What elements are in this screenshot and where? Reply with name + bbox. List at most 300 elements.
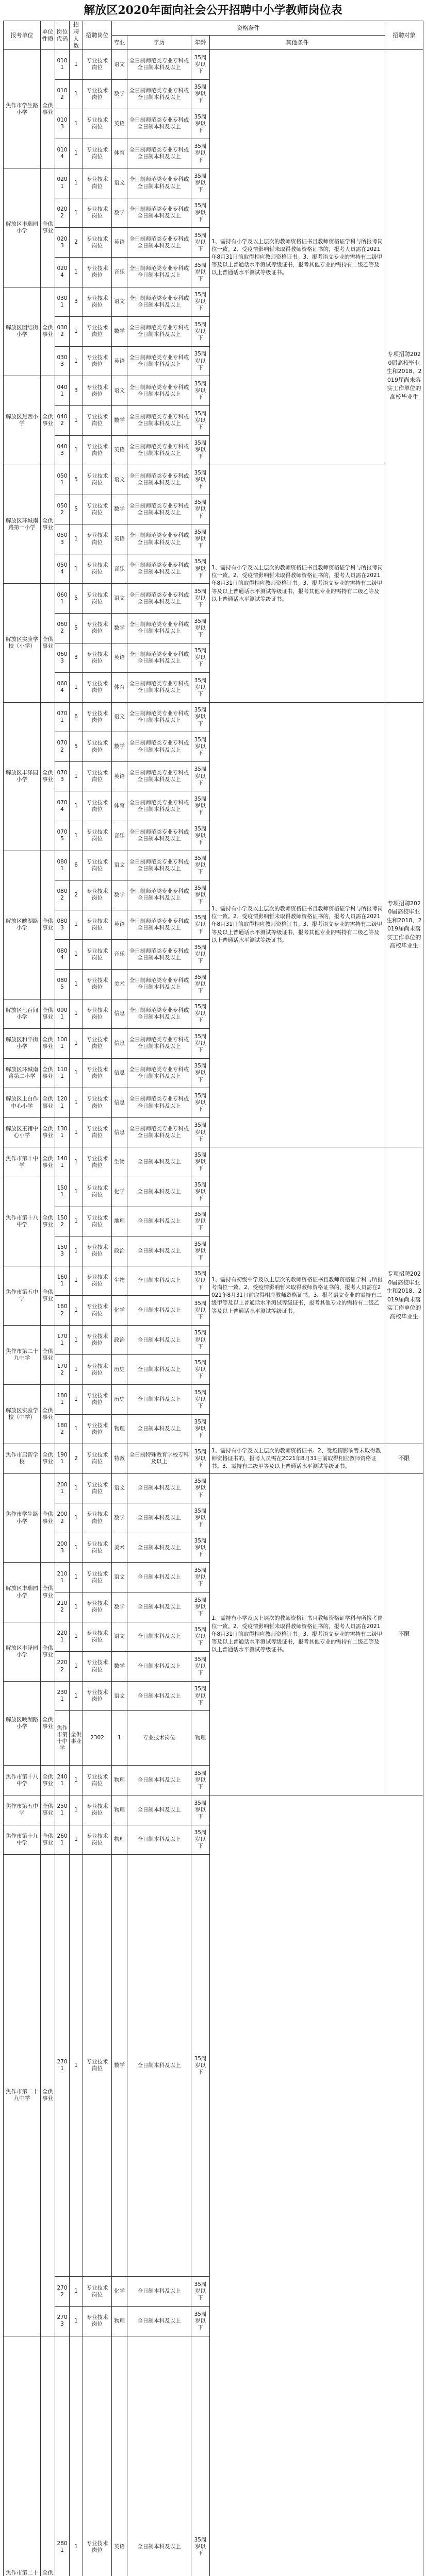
post-type: 专业技术岗位 [83,2336,112,2576]
age: 35周岁以下 [191,2306,210,2336]
post-type: 专业技术岗位 [83,376,112,406]
post-code: 0103 [55,109,70,139]
post-type: 专业技术岗位 [83,435,112,465]
unit-type: 全供事业 [41,584,55,702]
hire-count: 1 [70,109,83,139]
major: 音乐 [112,821,127,851]
age: 35周岁以下 [191,1533,210,1563]
hire-count: 1 [70,1355,83,1385]
major: 体育 [112,673,127,703]
education: 全日制师范类专业专科或全日制本科及以上 [127,613,191,643]
hire-count: 1 [70,1325,83,1355]
post-type: 专业技术岗位 [83,1266,112,1296]
hire-count: 1 [70,1117,83,1147]
unit-name: 解放区环城南路第一小学 [4,465,41,584]
unit-name: 解放区丰泽园小学 [4,702,41,851]
age: 35周岁以下 [191,554,210,584]
post-type: 专业技术岗位 [83,1385,112,1415]
header-post: 招聘岗位 [83,21,112,50]
unit-type: 全供事业 [41,1266,55,1325]
hire-count: 1 [70,1592,83,1622]
post-type: 专业技术岗位 [83,554,112,584]
post-type: 专业技术岗位 [83,1325,112,1355]
hire-count: 1 [70,1296,83,1326]
post-code: 0604 [55,673,70,703]
education: 全日制本科及以上 [127,1795,191,1825]
major: 语文 [112,1473,127,1503]
major: 美术 [112,1533,127,1563]
education: 全日制师范类专业专科或全日制本科及以上 [127,969,191,999]
post-code: 2401 [55,1766,70,1795]
major: 英语 [112,643,127,673]
education: 全日制师范类专业专科或全日制本科及以上 [127,791,191,821]
unit-name: 解放区焦西小学 [4,376,41,465]
post-code: 0303 [55,346,70,376]
age: 35周岁以下 [191,1444,210,1474]
post-type: 专业技术岗位 [83,732,112,762]
post-type: 专业技术岗位 [83,1563,112,1592]
post-code: 0204 [55,258,70,287]
post-code: 0704 [55,791,70,821]
hire-count: 5 [70,465,83,495]
age: 35周岁以下 [191,2336,210,2576]
education: 全日制师范类专业专科或全日制本科及以上 [127,584,191,614]
unit-type: 全供事业 [41,1766,55,1795]
major: 数学 [112,613,127,643]
hire-count: 1 [70,1473,83,1503]
hire-count: 1 [70,1266,83,1296]
post-type: 专业技术岗位 [83,465,112,495]
hire-count: 1 [70,940,83,970]
age: 35周岁以下 [191,1473,210,1503]
header-requirements: 资格条件 [112,21,385,36]
header-unit: 报考单位 [4,21,41,50]
post-type: 专业技术岗位 [83,287,112,317]
age: 35周岁以下 [191,1414,210,1444]
major: 语文 [112,1563,127,1592]
unit-name: 焦作市第五中学 [4,1266,41,1325]
age: 35周岁以下 [191,821,210,851]
education: 全日制本科及以上 [127,1622,191,1652]
post-type: 专业技术岗位 [83,2306,112,2336]
hire-count: 1 [70,1652,83,1682]
post-type: 专业技术岗位 [83,1117,112,1147]
hire-count: 1 [70,346,83,376]
hire-count: 1 [70,821,83,851]
hire-count: 1 [70,910,83,940]
education: 全日制本科及以上 [127,1652,191,1682]
post-type: 专业技术岗位 [83,1592,112,1622]
post-code: 1401 [55,1147,70,1177]
post-code: 1602 [55,1296,70,1326]
post-code: 2501 [55,1795,70,1825]
table-row [4,1825,423,1855]
age: 35周岁以下 [191,228,210,258]
age: 35周岁以下 [191,584,210,614]
education: 全日制师范类专业专科或全日制本科及以上 [127,910,191,940]
other-conditions: 1、需持有小学及以上层次的教师资格证书且教师资格证学科与所报考岗位一致。2、受疫情影响暂未取得教师资格证书的，报考人员需在2021年8月31日前取得相应教师资格证书。3、报考语文专业的需持有二级甲等及以上普通话水平测试等级证书，报考其他专业的需持有二级乙等及以上普通话水平测试等级证书。 [210,702,385,1147]
target: 专项招聘2020届高校毕业生和2018、2019届尚未落实工作单位的高校毕业生 [385,702,423,1147]
education: 全日制本科及以上 [127,1503,191,1533]
post-code: 2301 [55,1681,70,1711]
major: 体育 [112,791,127,821]
unit-type: 全供事业 [41,1563,55,1622]
education: 全日制师范类专业专科或全日制本科及以上 [127,851,191,880]
post-code: 2102 [55,1592,70,1622]
education: 全日制本科及以上 [127,1414,191,1444]
education: 全日制师范类专业专科或全日制本科及以上 [127,1088,191,1118]
unit-type: 全供事业 [41,1088,55,1118]
post-code: 0703 [55,761,70,791]
post-code: 1101 [55,1058,70,1088]
major: 历史 [112,1385,127,1415]
age: 35周岁以下 [191,168,210,198]
age: 35周岁以下 [191,851,210,880]
hire-count: 1 [70,1177,83,1207]
post-code: 0401 [55,376,70,406]
education: 全日制本科及以上 [127,1266,191,1296]
age: 35周岁以下 [191,1147,210,1177]
age: 35周岁以下 [191,405,210,435]
age: 35周岁以下 [191,732,210,762]
major: 语文 [112,851,127,880]
major: 英语 [112,228,127,258]
major: 音乐 [112,554,127,584]
education: 全日制师范类专业专科或全日制本科及以上 [127,287,191,317]
education: 全日制师范类专业专科或全日制本科及以上 [127,228,191,258]
age: 35周岁以下 [191,880,210,910]
education: 全日制师范类专业专科或全日制本科及以上 [127,761,191,791]
hire-count: 1 [70,1058,83,1088]
post-code: 0203 [55,228,70,258]
post-code: 0504 [55,554,70,584]
post-type: 专业技术岗位 [83,1825,112,1855]
table-row [4,465,423,495]
education: 全日制本科及以上 [127,1473,191,1503]
unit-type: 全供事业 [41,999,55,1029]
post-type: 专业技术岗位 [83,702,112,732]
unit-type: 全供事业 [41,1855,55,2336]
unit-type: 全供事业 [41,376,55,465]
post-type: 专业技术岗位 [83,910,112,940]
unit-name: 解放区王褚中心小学 [4,1117,41,1147]
post-code: 0705 [55,821,70,851]
unit-type: 全供事业 [41,1444,55,1474]
post-type: 专业技术岗位 [83,1058,112,1088]
hire-count: 3 [70,376,83,406]
unit-name: 解放区上白作中心小学 [4,1088,41,1118]
hire-count: 1 [70,1088,83,1118]
education: 全日制师范类专业专科或全日制本科及以上 [127,1058,191,1088]
post-code: 0101 [55,50,70,80]
hire-count: 5 [70,732,83,762]
unit-type: 全供事业 [41,702,55,851]
post-type: 专业技术岗位 [83,495,112,524]
hire-count: 5 [70,495,83,524]
unit-name: 焦作市学生路小学 [4,50,41,168]
unit-name: 焦作市第十八中学 [4,1766,41,1795]
age: 35周岁以下 [191,1117,210,1147]
education: 全日制特殊教育学校专科及以上 [127,1444,191,1474]
post-code: 1301 [55,1117,70,1147]
post-code: 0702 [55,732,70,762]
education: 全日制师范类专业专科或全日制本科及以上 [127,168,191,198]
post-code: 0901 [55,999,70,1029]
header-age: 年龄 [191,36,210,50]
major: 信息 [112,1058,127,1088]
table-row [4,1855,423,2277]
age: 35周岁以下 [191,50,210,80]
post-type: 专业技术岗位 [83,1681,112,1711]
post-code: 0501 [55,465,70,495]
recruitment-table [3,21,423,2576]
education: 全日制本科及以上 [127,1325,191,1355]
header-unit-type: 单位性质 [41,21,55,50]
post-type: 专业技术岗位 [83,1355,112,1385]
hire-count: 1 [70,79,83,109]
major: 数学 [112,79,127,109]
target: 不限 [385,1444,423,1474]
education: 全日制本科及以上 [127,1177,191,1207]
education: 全日制师范类专业专科或全日制本科及以上 [127,1117,191,1147]
major: 生物 [112,1147,127,1177]
age: 35周岁以下 [191,643,210,673]
age: 35周岁以下 [191,495,210,524]
post-type: 专业技术岗位 [83,1236,112,1266]
post-type: 专业技术岗位 [83,405,112,435]
post-code: 2801 [55,2336,70,2576]
unit-type: 全供事业 [41,168,55,287]
major: 语文 [112,50,127,80]
age: 35周岁以下 [191,999,210,1029]
post-type: 专业技术岗位 [83,1088,112,1118]
hire-count: 1 [70,435,83,465]
age: 35周岁以下 [191,969,210,999]
unit-type: 全供事业 [41,287,55,376]
education: 全日制本科及以上 [127,1296,191,1326]
post-type: 专业技术岗位 [83,1029,112,1059]
education: 全日制师范类专业专科或全日制本科及以上 [127,643,191,673]
post-type: 专业技术岗位 [83,109,112,139]
post-type: 专业技术岗位 [83,791,112,821]
age: 35周岁以下 [191,1236,210,1266]
age: 35周岁以下 [191,1652,210,1682]
unit-name: 解放区七百间小学 [4,999,41,1029]
post-type: 专业技术岗位 [83,79,112,109]
hire-count: 5 [70,613,83,643]
unit-type: 全供事业 [41,1058,55,1088]
age: 35周岁以下 [191,1795,210,1825]
unit-type: 全供事业 [41,1385,55,1444]
post-code: 1001 [55,1029,70,1059]
unit-name: 焦作市第十八中学 [4,1177,41,1266]
age: 35周岁以下 [191,1207,210,1236]
header-hire-count: 招聘人数 [70,21,83,50]
major: 语文 [112,465,127,495]
post-type: 专业技术岗位 [83,1473,112,1503]
unit-type: 全供事业 [41,1795,55,1825]
education: 全日制师范类专业专科或全日制本科及以上 [127,524,191,554]
unit-name: 解放区和平街小学 [4,1029,41,1059]
unit-type: 全供事业 [70,1711,83,1766]
post-code: 0801 [55,851,70,880]
education: 全日制本科及以上 [127,1236,191,1266]
post-type: 专业技术岗位 [83,1414,112,1444]
unit-name: 解放区实验学校（小学） [4,584,41,702]
hire-count: 1 [70,258,83,287]
post-type: 专业技术岗位 [83,1147,112,1177]
hire-count: 1 [70,1825,83,1855]
unit-name: 焦作市第五中学 [4,1795,41,1825]
post-code: 0804 [55,940,70,970]
major: 音乐 [112,940,127,970]
table-row [4,1147,423,1177]
education: 全日制师范类专业专科或全日制本科及以上 [127,109,191,139]
major: 语文 [112,584,127,614]
post-code: 0802 [55,880,70,910]
post-type: 专业技术岗位 [83,168,112,198]
hire-count: 1 [70,1622,83,1652]
age: 35周岁以下 [191,1325,210,1355]
post-code: 1601 [55,1266,70,1296]
post-type: 专业技术岗位 [83,50,112,80]
hire-count: 1 [70,50,83,80]
table-row [4,2336,423,2576]
hire-count: 1 [70,1855,83,2277]
major: 信息 [112,1029,127,1059]
post-type: 专业技术岗位 [83,198,112,228]
major: 数学 [112,495,127,524]
post-type: 专业技术岗位 [83,1795,112,1825]
hire-count: 6 [70,851,83,880]
major: 物理 [112,1825,127,1855]
post-code: 2702 [55,2277,70,2307]
post-type: 专业技术岗位 [83,940,112,970]
major: 语文 [112,702,127,732]
unit-name: 焦作市第二十九中学 [4,1855,41,2336]
post-type: 专业技术岗位 [83,1444,112,1474]
post-type: 专业技术岗位 [83,1503,112,1533]
hire-count: 1 [70,1147,83,1177]
education: 全日制师范类专业专科或全日制本科及以上 [127,465,191,495]
major: 英语 [112,346,127,376]
hire-count: 1 [70,554,83,584]
hire-count: 5 [70,584,83,614]
major: 数学 [112,198,127,228]
unit-type: 全供事业 [41,1622,55,1681]
post-code: 1201 [55,1088,70,1118]
post-code: 2601 [55,1825,70,1855]
major: 数学 [112,1503,127,1533]
education: 全日制师范类专业专科或全日制本科及以上 [127,376,191,406]
education: 全日制本科及以上 [127,1147,191,1177]
major: 语文 [112,376,127,406]
post-code: 0301 [55,287,70,317]
other-conditions: 1、需持有小学及以上层次的教师资格证书且教师资格证学科与所报考岗位一致。2、受疫情影响暂未取得教师资格证书的，报考人员需在2021年8月31日前取得相应教师资格证书。3、报考语文专业的需持有二级甲等及以上普通话水平测试等级证书，报考其他专业的需持有二级乙等及以上普通话水平测试等级证书。 [210,465,385,703]
unit-name: 焦作市学生路小学 [4,1473,41,1563]
table-row [4,2277,423,2307]
hire-count: 1 [70,999,83,1029]
major: 数学 [112,1652,127,1682]
post-code: 0403 [55,435,70,465]
post-type: 专业技术岗位 [83,1296,112,1326]
post-code: 1502 [55,1207,70,1236]
education: 全日制师范类专业专科或全日制本科及以上 [127,317,191,347]
post-code: 0603 [55,643,70,673]
major: 语文 [112,1622,127,1652]
other-conditions: 1、需持有小学及以上层次的教师资格证书。2、受疫情影响暂未取得教师资格证书的，报考人员需在2021年8月31日前取得相应教师资格证书。3、需持有二级甲等及以上普通话水平测试等级证书。 [210,1444,385,1474]
education: 全日制本科及以上 [127,1825,191,1855]
hire-count: 1 [70,1236,83,1266]
post-type: 专业技术岗位 [83,346,112,376]
major: 英语 [112,761,127,791]
major: 历史 [112,1355,127,1385]
education: 全日制师范类专业专科或全日制本科及以上 [127,405,191,435]
age: 35周岁以下 [191,940,210,970]
age: 35周岁以下 [191,761,210,791]
post-type: 专业技术岗位 [83,673,112,703]
education: 全日制本科及以上 [127,1681,191,1711]
hire-count: 1 [70,1385,83,1415]
hire-count: 1 [70,1795,83,1825]
post-code: 2002 [55,1503,70,1533]
hire-count: 1 [112,1711,127,1766]
major: 数学 [112,732,127,762]
post-type: 专业技术岗位 [83,228,112,258]
header-target: 招聘对象 [385,21,423,50]
post-type: 专业技术岗位 [83,524,112,554]
unit-type: 全供事业 [41,1147,55,1177]
unit-type: 全供事业 [41,1825,55,1855]
major: 美术 [112,969,127,999]
age: 35周岁以下 [191,465,210,495]
hire-count: 1 [70,2336,83,2576]
major: 信息 [112,1088,127,1118]
unit-type: 全供事业 [41,1029,55,1059]
education: 全日制师范类专业专科或全日制本科及以上 [127,821,191,851]
major: 物理 [112,2306,127,2336]
unit-name: 解放区映湖路小学 [4,851,41,999]
hire-count: 1 [70,673,83,703]
post-code: 2701 [55,1855,70,2277]
post-type: 专业技术岗位 [83,880,112,910]
age: 35周岁以下 [191,1766,210,1795]
unit-type: 全供事业 [41,851,55,999]
table-row [4,1473,423,1503]
age: 35周岁以下 [191,1592,210,1622]
age: 35周岁以下 [191,287,210,317]
age: 35周岁以下 [191,1825,210,1855]
post-code: 0805 [55,969,70,999]
post-type: 专业技术岗位 [83,851,112,880]
major: 英语 [112,524,127,554]
post-type: 专业技术岗位 [83,1652,112,1682]
age: 35周岁以下 [191,910,210,940]
age: 35周岁以下 [191,1855,210,2277]
education: 全日制本科及以上 [127,1385,191,1415]
header-major: 专业 [112,36,127,50]
post-type: 专业技术岗位 [83,1177,112,1207]
major: 信息 [112,1117,127,1147]
unit-name: 焦作市第十九中学 [4,1825,41,1855]
major: 物理 [112,1766,127,1795]
hire-count: 2 [70,228,83,258]
post-type: 专业技术岗位 [127,1711,191,1766]
major: 地理 [112,1207,127,1236]
hire-count: 1 [70,139,83,168]
education: 全日制师范类专业专科或全日制本科及以上 [127,139,191,168]
education: 全日制师范类专业专科或全日制本科及以上 [127,258,191,287]
